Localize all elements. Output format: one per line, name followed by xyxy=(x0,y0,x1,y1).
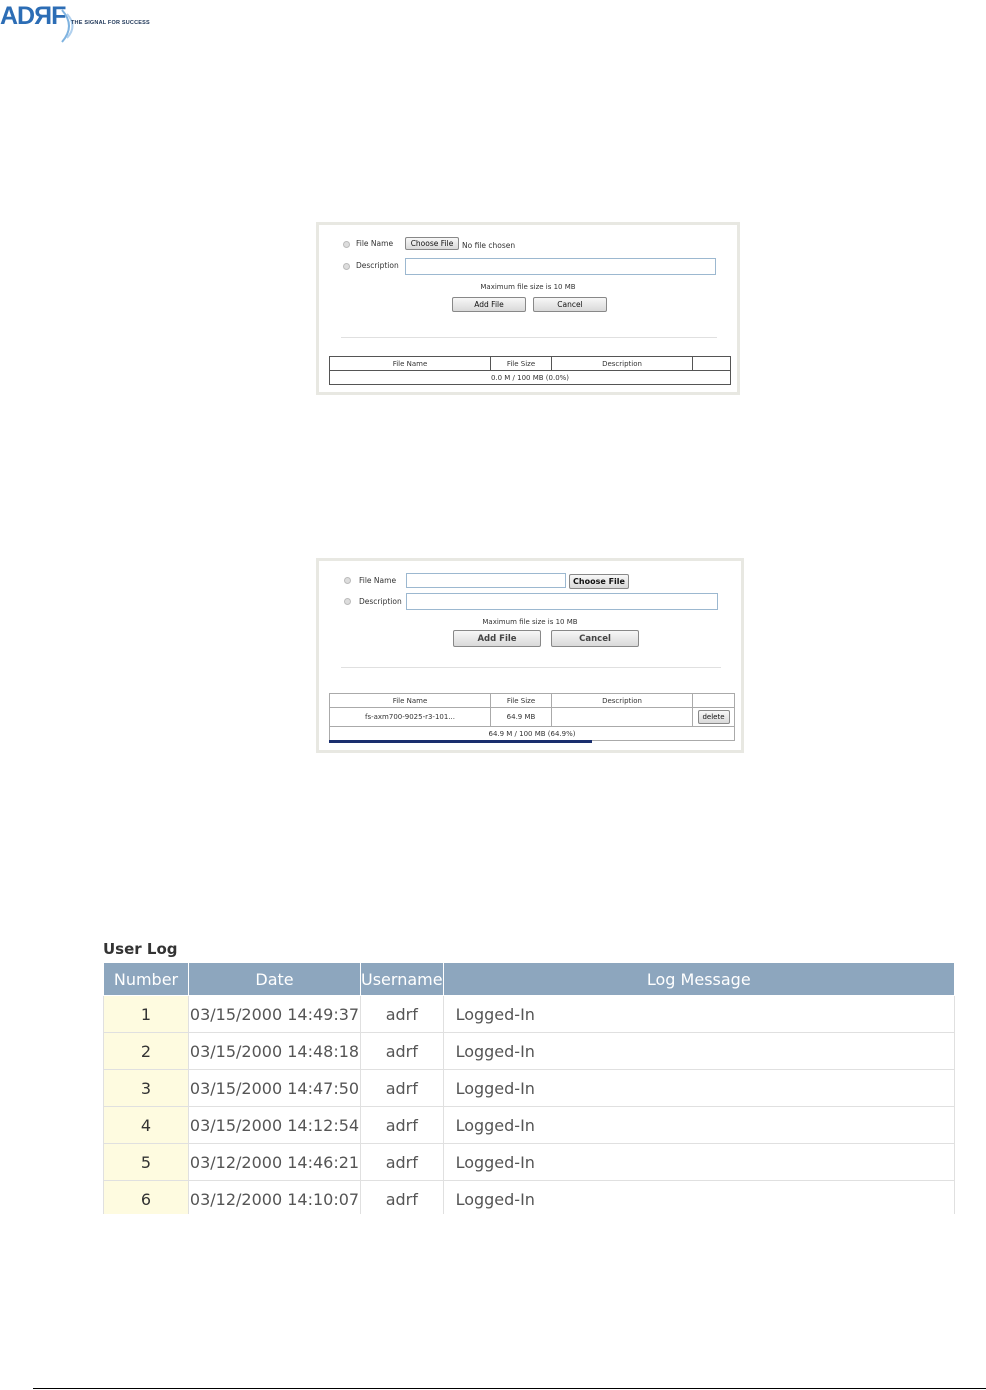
message-cell: Logged-In xyxy=(443,996,954,1033)
date-cell: 03/15/2000 14:12:54 xyxy=(189,1107,361,1144)
file-upload-panel-empty xyxy=(316,222,740,395)
date-cell: 03/15/2000 14:48:18 xyxy=(189,1033,361,1070)
file-table-header xyxy=(330,357,731,371)
user-log-table xyxy=(103,962,955,1218)
file-upload-panel-with-file xyxy=(316,558,744,753)
col-file-size: File Size xyxy=(491,694,552,708)
username-cell: adrf xyxy=(361,1070,444,1107)
cancel-button[interactable]: Cancel xyxy=(533,297,607,312)
col-file-name: File Name xyxy=(330,357,491,371)
usage-row xyxy=(330,727,735,741)
number-cell: 3 xyxy=(104,1070,189,1107)
user-log-header xyxy=(104,963,955,996)
add-file-button[interactable]: Add File xyxy=(453,630,541,647)
col-date: Date xyxy=(189,963,361,996)
max-size-note: Maximum file size is 10 MB xyxy=(480,283,576,291)
file-row xyxy=(330,708,735,727)
choose-file-button[interactable]: Choose File xyxy=(569,574,629,589)
date-cell: 03/12/2000 14:10:07 xyxy=(189,1181,361,1218)
user-log-title: User Log xyxy=(103,940,178,958)
cancel-button[interactable]: Cancel xyxy=(551,630,639,647)
separator xyxy=(341,337,717,338)
no-file-chosen-text: No file chosen xyxy=(462,241,516,250)
usage-progress-bar xyxy=(329,740,592,743)
table-row xyxy=(104,996,955,1033)
number-cell: 1 xyxy=(104,996,189,1033)
usage-text: 64.9 M / 100 MB (64.9%) xyxy=(330,727,735,741)
file-table xyxy=(329,693,735,741)
table-row xyxy=(104,1070,955,1107)
description-cell xyxy=(552,708,693,727)
logo-brand: ADЯF xyxy=(0,2,66,30)
separator xyxy=(341,667,721,668)
col-description: Description xyxy=(552,694,693,708)
file-name-label: File Name xyxy=(356,239,394,248)
message-cell: Logged-In xyxy=(443,1070,954,1107)
choose-file-button[interactable]: Choose File xyxy=(405,237,459,250)
screenshot-crop-edge xyxy=(100,1214,970,1234)
file-name-input[interactable] xyxy=(406,573,566,588)
col-action xyxy=(693,357,731,371)
message-cell: Logged-In xyxy=(443,1181,954,1218)
bullet-icon xyxy=(344,598,351,605)
bullet-icon xyxy=(343,241,350,248)
footer-rule xyxy=(33,1388,986,1389)
col-username: Username xyxy=(361,963,444,996)
username-cell: adrf xyxy=(361,1033,444,1070)
description-label: Description xyxy=(356,261,399,270)
table-row xyxy=(104,1033,955,1070)
signal-waves-icon xyxy=(58,6,80,46)
table-row xyxy=(104,1107,955,1144)
adrf-logo xyxy=(0,0,180,50)
username-cell: adrf xyxy=(361,996,444,1033)
file-size-cell: 64.9 MB xyxy=(491,708,552,727)
username-cell: adrf xyxy=(361,1144,444,1181)
number-cell: 6 xyxy=(104,1181,189,1218)
max-size-note: Maximum file size is 10 MB xyxy=(482,618,578,626)
file-table xyxy=(329,356,731,385)
description-input[interactable] xyxy=(406,593,718,610)
username-cell: adrf xyxy=(361,1107,444,1144)
message-cell: Logged-In xyxy=(443,1144,954,1181)
description-input[interactable] xyxy=(405,258,716,275)
number-cell: 2 xyxy=(104,1033,189,1070)
number-cell: 5 xyxy=(104,1144,189,1181)
col-file-name: File Name xyxy=(330,694,491,708)
file-name-label: File Name xyxy=(359,576,397,585)
file-table-header xyxy=(330,694,735,708)
table-row xyxy=(104,1181,955,1218)
col-description: Description xyxy=(552,357,693,371)
col-log-message: Log Message xyxy=(443,963,954,996)
delete-button[interactable]: delete xyxy=(698,710,730,724)
logo-tagline: THE SIGNAL FOR SUCCESS xyxy=(71,20,150,26)
col-action xyxy=(693,694,735,708)
date-cell: 03/15/2000 14:47:50 xyxy=(189,1070,361,1107)
date-cell: 03/15/2000 14:49:37 xyxy=(189,996,361,1033)
usage-row xyxy=(330,371,731,385)
add-file-button[interactable]: Add File xyxy=(452,297,526,312)
message-cell: Logged-In xyxy=(443,1107,954,1144)
description-label: Description xyxy=(359,597,402,606)
date-cell: 03/12/2000 14:46:21 xyxy=(189,1144,361,1181)
message-cell: Logged-In xyxy=(443,1033,954,1070)
col-number: Number xyxy=(104,963,189,996)
file-name-cell: fs-axm700-9025-r3-101... xyxy=(330,708,491,727)
usage-text: 0.0 M / 100 MB (0.0%) xyxy=(330,371,731,385)
bullet-icon xyxy=(343,263,350,270)
number-cell: 4 xyxy=(104,1107,189,1144)
username-cell: adrf xyxy=(361,1181,444,1218)
table-row xyxy=(104,1144,955,1181)
bullet-icon xyxy=(344,577,351,584)
col-file-size: File Size xyxy=(491,357,552,371)
